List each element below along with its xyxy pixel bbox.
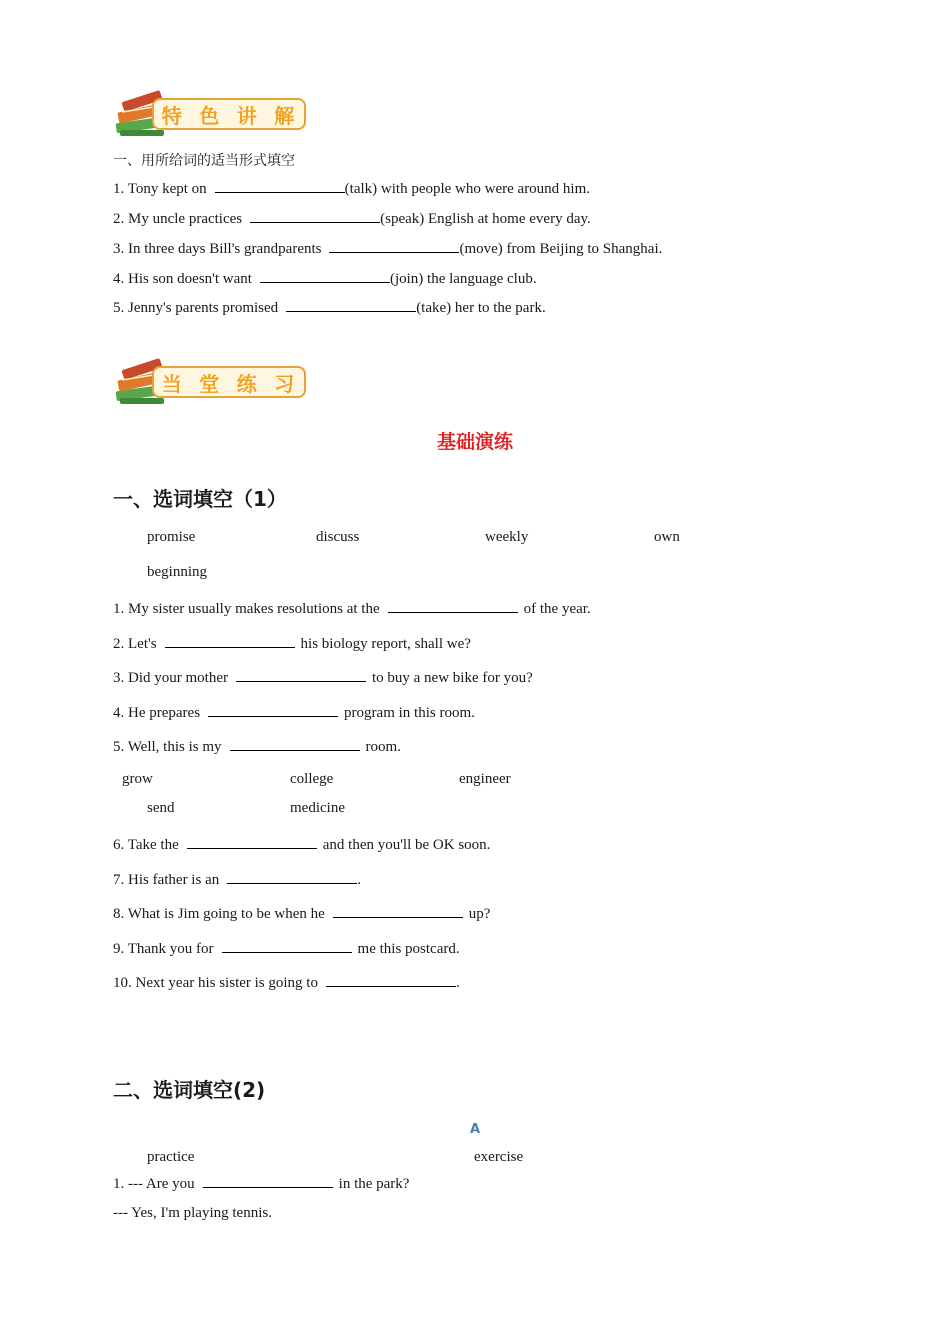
answer-blank[interactable] xyxy=(203,1173,333,1188)
banner-char: 解 xyxy=(274,103,297,128)
answer-blank[interactable] xyxy=(222,938,352,953)
item-text: 10. Next year his sister is going to xyxy=(113,975,318,991)
passage-label: A xyxy=(470,1122,481,1137)
banner-char: 练 xyxy=(236,371,259,396)
word-bank-word: practice xyxy=(147,1149,195,1165)
item-text: 4. He prepares xyxy=(113,705,201,721)
word-bank-word: grow xyxy=(122,771,153,787)
item-text: . xyxy=(357,872,361,888)
item-text: 5. Jenny's parents promised xyxy=(113,300,279,316)
item-text: . xyxy=(455,975,460,991)
part-heading: 一、选词填空（1） xyxy=(113,487,287,511)
item-text: 1. --- Are you xyxy=(113,1176,195,1192)
item-text: and then you'll be OK soon. xyxy=(322,837,491,853)
word-bank-word: weekly xyxy=(485,529,529,545)
item-text: me this postcard. xyxy=(357,941,460,957)
item-text: 1. My sister usually makes resolutions at the xyxy=(113,601,380,617)
exercise-item xyxy=(113,238,662,259)
answer-blank[interactable] xyxy=(260,268,390,283)
item-text: 2. Let's xyxy=(113,636,157,652)
exercise-item xyxy=(113,208,591,229)
word-bank-word: engineer xyxy=(459,771,511,787)
item-text: room. xyxy=(365,739,401,755)
part-heading: 二、选词填空(2) xyxy=(113,1078,266,1102)
exercise-item xyxy=(113,633,471,654)
item-text: 9. Thank you for xyxy=(113,941,214,957)
item-text: (move) from Beijing to Shanghai. xyxy=(459,241,663,257)
answer-blank[interactable] xyxy=(388,598,518,613)
answer-blank[interactable] xyxy=(208,702,338,717)
word-bank-word: exercise xyxy=(474,1149,524,1165)
answer-blank[interactable] xyxy=(236,667,366,682)
item-text: 1. Tony kept on xyxy=(113,181,207,197)
instruction-text: 一、用所给词的适当形式填空 xyxy=(113,153,295,169)
item-text: to buy a new bike for you? xyxy=(371,670,533,686)
answer-blank[interactable] xyxy=(329,238,459,253)
answer-line: --- Yes, I'm playing tennis. xyxy=(113,1205,272,1221)
answer-blank[interactable] xyxy=(333,903,463,918)
exercise-item xyxy=(113,972,460,993)
section-banner-practice xyxy=(112,358,312,410)
word-bank-word: discuss xyxy=(316,529,360,545)
item-text: (take) her to the park. xyxy=(416,300,546,316)
section-banner-features xyxy=(112,90,312,142)
exercise-item xyxy=(113,834,490,855)
item-text: program in this room. xyxy=(344,705,475,721)
banner-label-box xyxy=(152,366,306,398)
exercise-item xyxy=(113,938,460,959)
item-text: in the park? xyxy=(338,1176,410,1192)
exercise-item xyxy=(113,598,591,619)
item-text: (join) the language club. xyxy=(389,271,537,287)
answer-blank[interactable] xyxy=(286,297,416,312)
item-text: (talk) with people who were around him. xyxy=(344,181,591,197)
word-bank-word: medicine xyxy=(290,800,345,816)
answer-blank[interactable] xyxy=(165,633,295,648)
exercise-item xyxy=(113,736,401,757)
exercise-item xyxy=(113,903,490,924)
banner-char: 特 xyxy=(161,103,184,128)
banner-char: 堂 xyxy=(199,371,222,396)
banner-char: 色 xyxy=(199,103,222,128)
word-bank-word: promise xyxy=(147,529,196,545)
banner-char: 当 xyxy=(161,371,184,396)
item-text: of the year. xyxy=(523,601,591,617)
item-text: up? xyxy=(468,906,491,922)
word-bank-word: send xyxy=(147,800,175,816)
answer-blank[interactable] xyxy=(326,972,456,987)
item-text: 7. His father is an xyxy=(113,872,220,888)
banner-char: 讲 xyxy=(236,103,259,128)
section-title: 基础演练 xyxy=(436,431,513,453)
item-text: 8. What is Jim going to be when he xyxy=(113,906,325,922)
item-text: 3. Did your mother xyxy=(113,670,228,686)
word-bank-word: college xyxy=(290,771,334,787)
exercise-item xyxy=(113,869,361,890)
answer-blank[interactable] xyxy=(187,834,317,849)
item-text: his biology report, shall we? xyxy=(300,636,471,652)
exercise-item xyxy=(113,268,537,289)
exercise-item xyxy=(113,667,533,688)
item-text: (speak) English at home every day. xyxy=(380,211,591,227)
exercise-item xyxy=(113,702,475,723)
answer-blank[interactable] xyxy=(230,736,360,751)
exercise-item xyxy=(113,297,546,318)
answer-blank[interactable] xyxy=(250,208,380,223)
item-text: 6. Take the xyxy=(113,837,179,853)
word-bank-word: own xyxy=(654,529,680,545)
word-bank-word: beginning xyxy=(147,564,207,580)
answer-blank[interactable] xyxy=(227,869,357,884)
banner-label-box xyxy=(152,98,306,130)
item-text: 5. Well, this is my xyxy=(113,739,222,755)
item-text: 2. My uncle practices xyxy=(113,211,243,227)
item-text: 3. In three days Bill's grandparents xyxy=(113,241,322,257)
exercise-item xyxy=(113,178,590,199)
exercise-item xyxy=(113,1173,409,1194)
item-text: 4. His son doesn't want xyxy=(113,271,252,287)
banner-char: 习 xyxy=(274,371,297,396)
answer-blank[interactable] xyxy=(215,178,345,193)
